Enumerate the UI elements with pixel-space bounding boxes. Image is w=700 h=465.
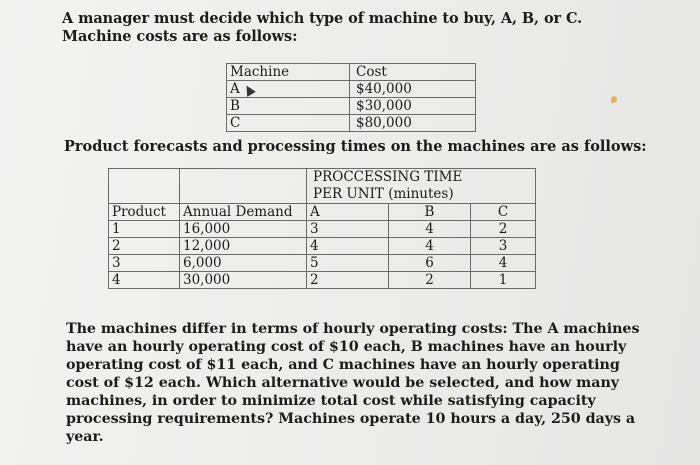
annual-demand-header: Annual Demand — [180, 204, 307, 221]
intro-paragraph: A manager must decide which type of machine to buy, A, B, or C. Machine costs are as follows: — [62, 10, 583, 45]
empty-header-cell — [109, 169, 180, 204]
time-a-cell: 3 — [307, 221, 389, 238]
machine-cost-table — [226, 63, 476, 132]
product-cell: 4 — [109, 272, 180, 289]
processing-time-group-header — [307, 169, 536, 204]
time-a-cell: 5 — [307, 255, 389, 272]
demand-cell: 12,000 — [180, 238, 307, 255]
product-cell: 3 — [109, 255, 180, 272]
demand-cell: 16,000 — [180, 221, 307, 238]
machine-cell: B — [227, 98, 350, 115]
demand-cell: 6,000 — [180, 255, 307, 272]
machine-label: A — [230, 81, 240, 97]
machine-header: Machine — [227, 64, 350, 81]
ink-mark-decoration — [611, 96, 617, 103]
closing-paragraph: The machines differ in terms of hourly operating costs: The A machines have an hourly operating cost of $10 each, B machines have an hourly operating cost of $11 each, and C machines have an hourly operating cost of $12 each. Which alternative would be selected, and how many machines, in order to minimize total cost while satisfying capacity processing requirements? Machines operate 10 hours a day, 250 days a year. — [66, 321, 640, 445]
table-row — [227, 81, 476, 98]
table-header-row — [109, 169, 536, 204]
time-a-cell: 4 — [307, 238, 389, 255]
table-row — [227, 98, 476, 115]
cost-cell: $40,000 — [350, 81, 476, 98]
table-row — [227, 115, 476, 132]
product-cell: 2 — [109, 238, 180, 255]
machine-cell — [227, 81, 350, 98]
machine-c-header: C — [471, 204, 536, 221]
group-header-text: PROCCESSING TIME PER UNIT (minutes) — [313, 169, 463, 202]
time-b-cell: 4 — [389, 221, 471, 238]
time-c-cell: 4 — [471, 255, 536, 272]
time-c-cell: 3 — [471, 238, 536, 255]
time-b-cell: 4 — [389, 238, 471, 255]
time-c-cell: 1 — [471, 272, 536, 289]
cost-cell: $80,000 — [350, 115, 476, 132]
machine-cell: C — [227, 115, 350, 132]
empty-header-cell — [180, 169, 307, 204]
time-b-cell: 2 — [389, 272, 471, 289]
time-b-cell: 6 — [389, 255, 471, 272]
mouse-cursor-icon — [242, 83, 256, 97]
time-a-cell: 2 — [307, 272, 389, 289]
table-row — [109, 238, 536, 255]
table-header-row — [227, 64, 476, 81]
machine-b-header: B — [389, 204, 471, 221]
demand-cell: 30,000 — [180, 272, 307, 289]
cost-cell: $30,000 — [350, 98, 476, 115]
processing-time-table — [108, 168, 536, 289]
forecast-paragraph: Product forecasts and processing times on the machines are as follows: — [64, 138, 647, 155]
table-row — [109, 255, 536, 272]
time-c-cell: 2 — [471, 221, 536, 238]
table-row — [109, 272, 536, 289]
product-header: Product — [109, 204, 180, 221]
machine-a-header: A — [307, 204, 389, 221]
table-header-row — [109, 204, 536, 221]
product-cell: 1 — [109, 221, 180, 238]
cost-header: Cost — [350, 64, 476, 81]
table-row — [109, 221, 536, 238]
